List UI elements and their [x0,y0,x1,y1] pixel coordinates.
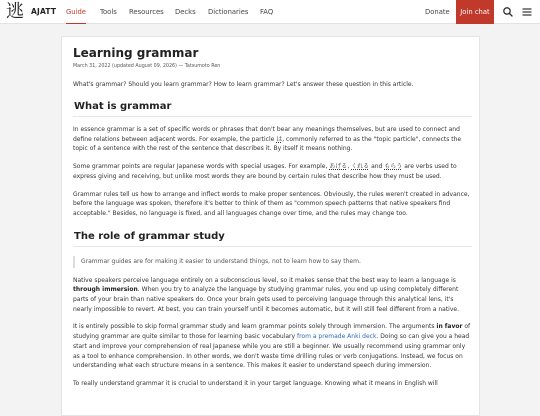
paragraph: It is entirely possible to skip formal grammar study and learn grammar points solely through immersion. The arguments in favor of studying grammar are quite similar to those for learning basic vocabulary from a premade Anki deck. Doing so can give you a head start and improve your comprehension of real Japanese while you are still a beginner. We usually recommend using grammar only as a tool to enhance comprehension. In other words, we don't waste time drilling rules or verb conjugations. Instead, we focus on understanding what each structure means in a sentence. This makes it easier to understand speech during immersion. [73,323,471,370]
paragraph: To really understand grammar it is crucial to understand it in your target language. Knowing what it means in English will [73,379,438,387]
section-heading: The role of grammar study [74,230,225,242]
article-intro: What's grammar? Should you learn grammar? How to learn grammar? Let's answer these question in this article. [73,81,414,88]
menu-icon[interactable] [519,4,535,20]
japanese-word[interactable]: もらう [384,163,403,171]
section-role-of-grammar-study [73,230,472,247]
blockquote: Grammar guides are for making it easier to understand things, not to learn how to say them. [73,256,472,268]
section-what-is-grammar [73,100,472,117]
article-body [73,46,472,389]
site-logo[interactable]: 逃 [6,1,24,22]
nav-link-guide[interactable]: Guide [66,0,86,24]
nav-link-decks[interactable]: Decks [175,8,196,16]
nav-link-resources[interactable]: Resources [129,8,164,16]
japanese-word[interactable]: は [276,135,283,143]
japanese-word[interactable]: あげる [329,163,348,171]
paragraph: Grammar rules tell us how to arrange and inflect words to make proper sentences. Obviously, the rules weren't created in advance, before the language was spoken, therefore it's better to think of them as "common speech patterns that native speakers find acceptable." Besides, no language is fixed, and all languages change over time, and the rules may change too. [73,190,470,217]
nav-link-dictionaries[interactable]: Dictionaries [208,8,249,16]
section-heading: What is grammar [74,101,172,112]
brand-name[interactable]: AJATT [31,7,57,16]
article-meta: March 31, 2022 (updated August 09, 2026) — Tatsumoto Ren [73,64,221,69]
paragraph: Native speakers perceive language entirely on a subconscious level, so it makes sense that the best way to learn a language is through immersion. When you try to analyze the language by studying grammar rules, you end up using completely different parts of your brain than native speakers do. Once your brain gets used to perceiving language through this analytical lens, it's nearly impossible to revert. At best, you can train yourself until it becomes automatic, but it will still feel different from a native. [73,276,460,313]
join-chat-button[interactable]: Join chat [456,0,494,24]
japanese-word[interactable]: くれる [351,163,370,171]
paragraph: In essence grammar is a set of specific words or phrases that don't bear any meanings themselves, but are used to connect and define relations between adjacent words. For example, the particle は, commonly referred to as the "topic particle", connects the topic of a sentence with the rest of the sentence that describes it. By itself it means nothing. [73,126,462,153]
top-nav [0,0,540,24]
donate-link[interactable]: Donate [425,8,450,16]
search-icon[interactable] [500,4,516,20]
article-card [61,36,480,416]
nav-link-faq[interactable]: FAQ [260,8,274,16]
anki-deck-link[interactable]: from a premade Anki deck [296,333,377,341]
page-title: Learning grammar [73,46,199,60]
nav-link-tools[interactable]: Tools [100,8,117,16]
paragraph: Some grammar points are regular Japanese words with special usages. For example, あげる, くれる and もらう are verbs used to express giving and receiving, but unlike most words they are bound by certain rules that describe how they must be used. [73,163,457,180]
